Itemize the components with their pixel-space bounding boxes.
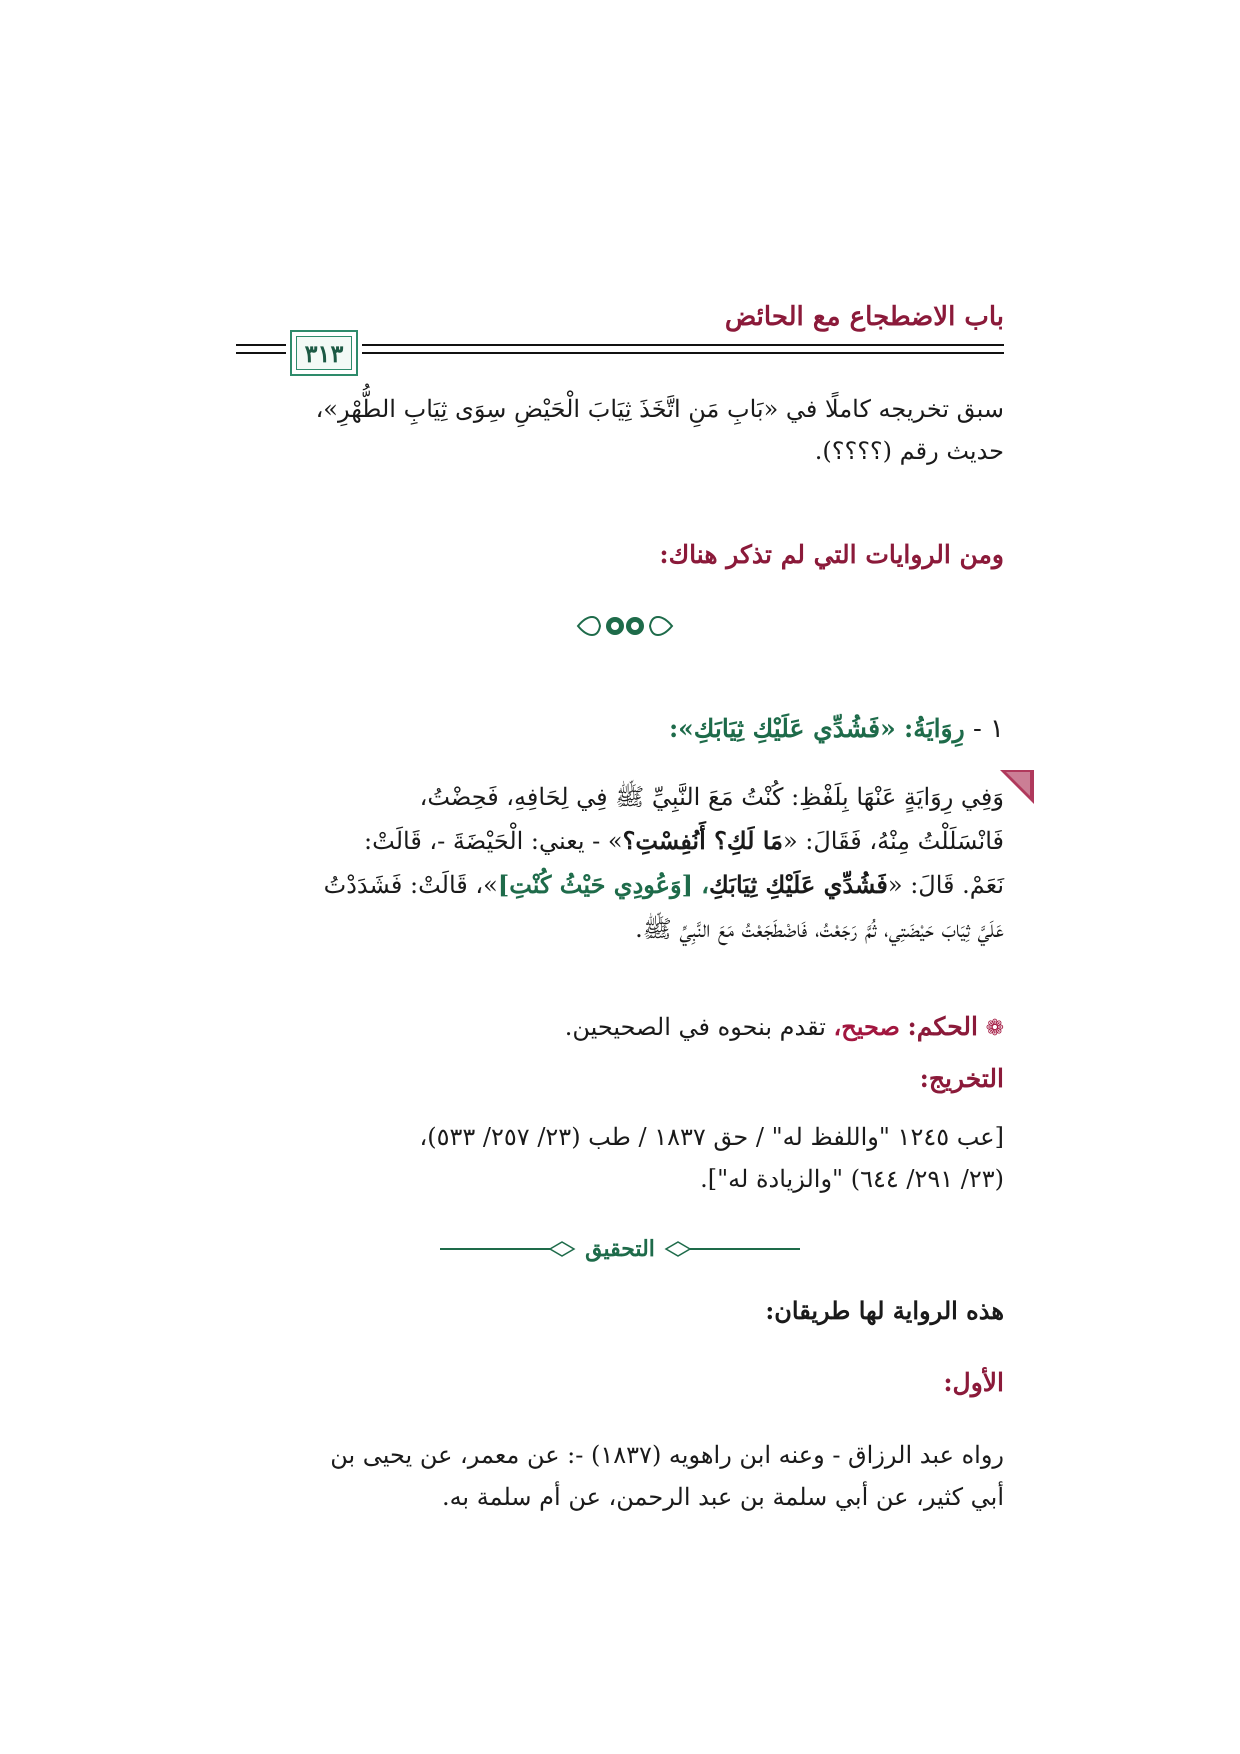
flower-bullet-icon: ❁ xyxy=(985,1016,1004,1041)
page-number: ٣١٣ xyxy=(304,338,344,368)
hadith-quote-bold-1: مَا لَكِ؟ أَنُفِسْتِ؟ xyxy=(622,826,783,855)
hadith-line-1: وَفِي رِوَايَةٍ عَنْهَا بِلَفْظِ: كُنْتُ مَعَ النَّبِيِّ ﷺ فِي لِحَافِهِ، فَحِضْتُ، xyxy=(419,783,1004,811)
hadith-line-3 xyxy=(236,863,1004,907)
takhrij-line-1: [عب ١٢٤٥ "واللفظ له" / حق ١٨٣٧ / طب (٢٣/ ٢٥٧/ ٥٣٣)، xyxy=(419,1123,1004,1151)
floral-ornament-icon xyxy=(570,608,680,644)
ruling-label: الحكم: xyxy=(907,1012,978,1041)
ruling-value: صحيح، xyxy=(833,1012,900,1041)
section-number: ١ - xyxy=(972,714,1004,744)
page-number-badge xyxy=(290,330,358,376)
takhrij-line-2: (٢٣/ ٢٩١/ ٦٤٤) "والزيادة له"]. xyxy=(700,1165,1004,1193)
section-label: رِوَايَةُ: xyxy=(904,714,965,743)
header-rule-right-bottom xyxy=(362,352,1004,354)
corner-ornament-icon xyxy=(1000,770,1034,804)
tahqiq-divider xyxy=(440,1234,800,1264)
tahqiq-line-1: رواه عبد الرزاق - وعنه ابن راهويه (١٨٣٧) -: عن معمر، عن يحيى بن xyxy=(330,1441,1004,1469)
running-header-title: باب الاضطجاع مع الحائض xyxy=(724,302,1004,332)
hadith-quote-bold-2: فَشُدِّي عَلَيْكِ ثِيَابَكِ xyxy=(709,870,888,899)
ruling-line xyxy=(236,1006,1004,1050)
hadith-line-3-part-b: »، قَالَتْ: فَشَدَدْتُ xyxy=(323,871,498,899)
hadith-line-4: عَلَيَّ ثِيَابَ حَيْضَتِي، ثُمَّ رَجَعْتُ، فَاضْطَجَعْتُ مَعَ النَّبِيِّ ﷺ. xyxy=(635,915,1004,943)
intro-paragraph xyxy=(236,388,1004,472)
section-title: «فَشُدِّي عَلَيْكِ ثِيَابَكِ»: xyxy=(668,714,896,743)
hadith-line-2-part-b: » - يعني: الْحَيْضَةَ -، قَالَتْ: xyxy=(364,827,623,855)
tahqiq-intro: هذه الرواية لها طريقان: xyxy=(765,1296,1004,1325)
hadith-addition-green: ، [وَعُودِي حَيْثُ كُنْتِ] xyxy=(497,870,710,899)
tahqiq-first-label: الأول: xyxy=(943,1368,1004,1397)
tahqiq-paragraph xyxy=(236,1434,1004,1518)
header-rule-right-top xyxy=(362,344,1004,346)
takhrij-paragraph xyxy=(236,1116,1004,1200)
intro-line-1: سبق تخريجه كاملًا في «بَابِ مَنِ اتَّخَذَ ثِيَابَ الْحَيْضِ سِوَى ثِيَابِ الطُّهْرِ»، xyxy=(315,395,1004,423)
hadith-line-2-part-a: فَانْسَلَلْتُ مِنْهُ، فَقَالَ: « xyxy=(782,827,1004,855)
hadith-text xyxy=(236,775,1004,951)
takhrij-label: التخريج: xyxy=(919,1064,1004,1093)
hadith-line-3-part-a: نَعَمْ. قَالَ: « xyxy=(887,871,1004,899)
header-rule-left-top xyxy=(236,344,286,346)
tahqiq-line-2: أبي كثير، عن أبي سلمة بن عبد الرحمن، عن أم سلمة به. xyxy=(441,1483,1004,1511)
intro-subheading: ومن الروايات التي لم تذكر هناك: xyxy=(659,540,1004,569)
ruling-text: تقدم بنحوه في الصحيحين. xyxy=(564,1013,826,1041)
tahqiq-heading: التحقيق xyxy=(585,1236,655,1262)
hadith-line-2 xyxy=(236,819,1004,863)
intro-line-2: حديث رقم (؟؟؟؟). xyxy=(814,437,1004,465)
section-heading xyxy=(236,708,1004,750)
header-rule-left-bottom xyxy=(236,352,286,354)
